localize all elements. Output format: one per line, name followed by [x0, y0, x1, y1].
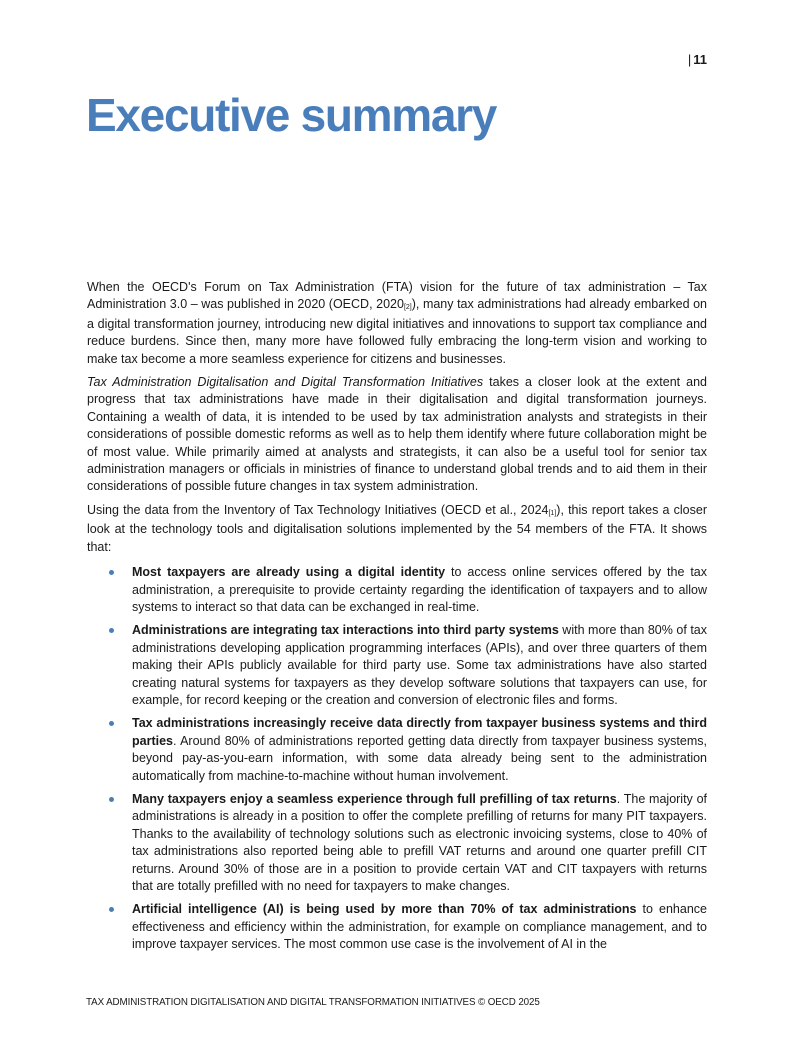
paragraph-data-source-text-a: Using the data from the Inventory of Tax Technology Initiatives (OECD et al., 2024	[87, 502, 549, 517]
paragraph-data-source	[87, 502, 707, 556]
list-item	[132, 791, 707, 895]
paragraph-intro-text-a: When the OECD's Forum on Tax Administration (FTA) vision for the future of tax administration – Tax Administration 3.0 – was published in 2020 (OECD, 2020	[87, 280, 707, 312]
paragraph-report-purpose-text: takes a closer look at the extent and progress that tax administrations have made in their digitalisation and digital transformation journeys. Containing a wealth of data, it is intended to be used by tax administration analysts and strategists in their considerations of possible domestic reforms as well as to help them identify where future collaboration might be of most value. While primarily aimed at analysts and strategists, it can also be a useful tool for senior tax administration managers or officials in ministries of finance to understand global trends and to aid them in their considerations of possible future changes in tax system administration.	[87, 375, 707, 494]
finding-heading: Administrations are integrating tax interactions into third party systems	[132, 623, 559, 638]
body-text	[87, 279, 707, 960]
finding-text: with more than 80% of tax administrations developing application programming interfaces (APIs), and over three quarters of them making their APIs publicly available for third party use. Some tax administrations have also started creating natural systems for taxpayers as they develop software solutions that taxpayers can use, for example, for record keeping or the creation and conversion of electronic files and forms.	[132, 623, 707, 707]
list-item	[132, 901, 707, 953]
finding-heading: Many taxpayers enjoy a seamless experience through full prefilling of tax returns	[132, 791, 617, 806]
finding-text: to enhance effectiveness and efficiency within the administration, for example on compliance management, and to improve taxpayer services. The most common use case is the involvement of AI in the	[132, 902, 707, 952]
paragraph-intro	[87, 279, 707, 368]
finding-heading: Tax administrations increasingly receive data directly from taxpayer business systems and third parties	[132, 716, 707, 748]
list-item	[132, 622, 707, 709]
findings-list	[87, 564, 707, 954]
list-item	[132, 715, 707, 785]
paragraph-intro-text-b: ), many tax administrations had already embarked on a digital transformation journey, introducing new digital initiatives and innovations to support tax compliance and reduce burdens. Since then, many more have followed fully embracing the long-term vision and working to make tax become a more seamless experience for citizens and businesses.	[87, 297, 708, 366]
page-number-value: 11	[693, 52, 707, 67]
paragraph-report-purpose	[87, 374, 707, 496]
page-number: | 11	[687, 52, 707, 67]
finding-text: . The majority of administrations is already in a position to offer the complete prefilling of returns for many PIT taxpayers. Thanks to the availability of technology solutions such as electronic invoicing systems, close to 40% of tax administrations also reported being able to prefill VAT returns and around one quarter prefill CIT returns. Around 30% of those are in a position to provide certain VAT and CIT taxpayers with returns that are totally prefilled with no need for taxpayers to make changes.	[132, 791, 708, 893]
list-item	[132, 564, 707, 616]
reference-link-1[interactable]: [1]	[548, 509, 557, 517]
finding-heading: Artificial intelligence (AI) is being used by more than 70% of tax administrations	[132, 902, 637, 917]
page-title: Executive summary	[86, 89, 497, 141]
reference-link-2[interactable]: [2]	[403, 304, 412, 312]
finding-text: . Around 80% of administrations reported getting data directly from taxpayer business systems, beyond pay-as-you-earn information, with some data already being sent to the administration automatically from machine-to-machine without human involvement.	[132, 733, 707, 783]
page-footer: TAX ADMINISTRATION DIGITALISATION AND DIGITAL TRANSFORMATION INITIATIVES © OECD 2025	[86, 997, 540, 1008]
paragraph-data-source-text-b: ), this report takes a closer look at the technology tools and digitalisation solutions implemented by the 54 members of the FTA. It shows that:	[87, 502, 707, 554]
finding-heading: Most taxpayers are already using a digital identity	[132, 565, 446, 580]
finding-text: to access online services offered by the tax administration, a prerequisite to provide certainty regarding the identification of taxpayers and to allow systems to interact so that data can be exchanged in real-time.	[132, 565, 707, 614]
report-title-italic: Tax Administration Digitalisation and Digital Transformation Initiatives	[87, 375, 484, 390]
